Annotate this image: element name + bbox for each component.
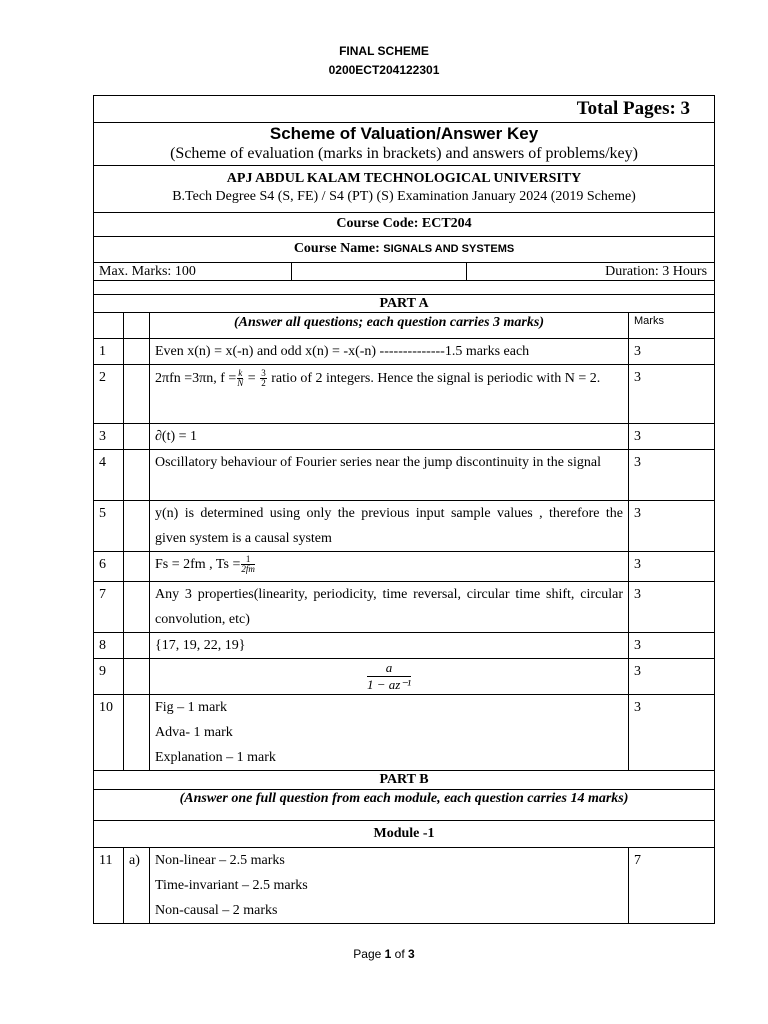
question-number: 2 (94, 365, 124, 424)
fraction-one-over-2fm (241, 555, 255, 574)
university-name: APJ ABDUL KALAM TECHNOLOGICAL UNIVERSITY (226, 171, 582, 186)
sub-cell (124, 501, 150, 552)
answer-text (150, 695, 629, 771)
sub-cell (124, 633, 150, 659)
page-footer (0, 947, 768, 961)
answer-text: ∂(t) = 1 (150, 424, 629, 450)
question-number: 3 (94, 424, 124, 450)
question-number: 10 (94, 695, 124, 771)
fraction-k-over-n (237, 369, 243, 388)
scheme-subtitle: (Scheme of evaluation (marks in brackets) and answers of problems/key) (170, 145, 638, 162)
answer-line: Explanation – 1 mark (155, 750, 276, 765)
fraction-three-halves (260, 369, 267, 388)
module-heading: Module -1 (94, 821, 715, 848)
answer-line: Non-causal – 2 marks (155, 903, 278, 918)
page-current: 1 (384, 947, 392, 961)
course-name (94, 237, 715, 263)
marks-value: 7 (629, 848, 715, 924)
empty-cell (94, 313, 124, 339)
sub-cell (124, 365, 150, 424)
max-marks: Max. Marks: 100 (99, 264, 196, 279)
answer-line: Fig – 1 mark (155, 700, 227, 715)
scheme-title: Scheme of Valuation/Answer Key (269, 124, 539, 143)
answer-line: Adva- 1 mark (155, 725, 233, 740)
answer-text: Oscillatory behaviour of Fourier series near the jump discontinuity in the signal (150, 450, 629, 501)
answer-part: Fs = 2fm , Ts = (155, 557, 241, 572)
fraction-denominator: 2fm (241, 564, 255, 575)
marks-value: 3 (629, 365, 715, 424)
course-name-value: SIGNALS AND SYSTEMS (383, 243, 515, 255)
marks-value: 3 (629, 501, 715, 552)
answer-key-table (93, 95, 715, 924)
question-number: 5 (94, 501, 124, 552)
fraction-denominator: N (237, 378, 244, 389)
marks-value: 3 (629, 695, 715, 771)
part-b-title: PART B (94, 771, 715, 790)
answer-part: = (244, 371, 260, 386)
scheme-heading-cell (94, 123, 715, 166)
sub-cell (124, 424, 150, 450)
header-scheme-code: 0200ECT204122301 (328, 63, 440, 77)
answer-text: Any 3 properties(linearity, periodicity, time reversal, circular time shift, circular convolution, etc) (150, 582, 629, 633)
answer-line: Time-invariant – 2.5 marks (155, 878, 308, 893)
answer-text: {17, 19, 22, 19} (150, 633, 629, 659)
fraction-numerator: 1 (241, 555, 255, 565)
marks-header: Marks (629, 313, 715, 339)
question-number: 4 (94, 450, 124, 501)
fraction-numerator: a (367, 660, 411, 677)
marks-value: 3 (629, 552, 715, 582)
sub-cell (124, 552, 150, 582)
sub-cell (124, 695, 150, 771)
empty-cell (124, 313, 150, 339)
answer-text (150, 659, 629, 695)
marks-value: 3 (629, 633, 715, 659)
spacer-row (94, 281, 715, 295)
transfer-fraction (367, 660, 411, 693)
marks-duration-row (94, 263, 715, 281)
fraction-numerator: 3 (261, 368, 266, 379)
fraction-denominator: 2 (261, 378, 266, 389)
answer-text (150, 365, 629, 424)
answer-text: Even x(n) = x(-n) and odd x(n) = -x(-n) --------------1.5 marks each (150, 339, 629, 365)
marks-value: 3 (629, 659, 715, 695)
fraction-denominator: 1 − az⁻¹ (366, 677, 412, 692)
marks-value: 3 (629, 582, 715, 633)
sub-cell (124, 659, 150, 695)
sub-cell (124, 339, 150, 365)
total-pages: Total Pages: 3 (94, 96, 715, 123)
part-a-title: PART A (94, 295, 715, 313)
sub-cell (124, 582, 150, 633)
blank-cell (292, 263, 467, 280)
question-number: 11 (94, 848, 124, 924)
course-name-label: Course Name: (293, 241, 384, 256)
marks-value: 3 (629, 339, 715, 365)
question-number: 8 (94, 633, 124, 659)
sub-question-label: a) (124, 848, 150, 924)
sub-cell (124, 450, 150, 501)
answer-text: y(n) is determined using only the previous input sample values , therefore the given system is a causal system (150, 501, 629, 552)
page-of: of (391, 947, 409, 961)
part-b-instruction: (Answer one full question from each module, each question carries 14 marks) (94, 790, 715, 821)
exam-details: B.Tech Degree S4 (S, FE) / S4 (PT) (S) Examination January 2024 (2019 Scheme) (172, 189, 636, 204)
university-cell (94, 166, 715, 213)
answer-text (150, 552, 629, 582)
marks-value: 3 (629, 424, 715, 450)
duration: Duration: 3 Hours (467, 263, 715, 280)
answer-part: ratio of 2 integers. Hence the signal is periodic with N = 2. (267, 371, 601, 386)
answer-text (150, 848, 629, 924)
answer-part: 2πfn =3πn, f = (155, 371, 237, 386)
page-total: 3 (408, 947, 415, 961)
question-number: 9 (94, 659, 124, 695)
header-final-scheme: FINAL SCHEME (339, 44, 429, 58)
part-a-instruction: (Answer all questions; each question carries 3 marks) (150, 313, 629, 339)
fraction-numerator: k (238, 368, 243, 379)
page-label: Page (353, 947, 385, 961)
question-number: 1 (94, 339, 124, 365)
question-number: 7 (94, 582, 124, 633)
course-code: Course Code: ECT204 (94, 213, 715, 237)
question-number: 6 (94, 552, 124, 582)
marks-value: 3 (629, 450, 715, 501)
answer-line: Non-linear – 2.5 marks (155, 853, 285, 868)
